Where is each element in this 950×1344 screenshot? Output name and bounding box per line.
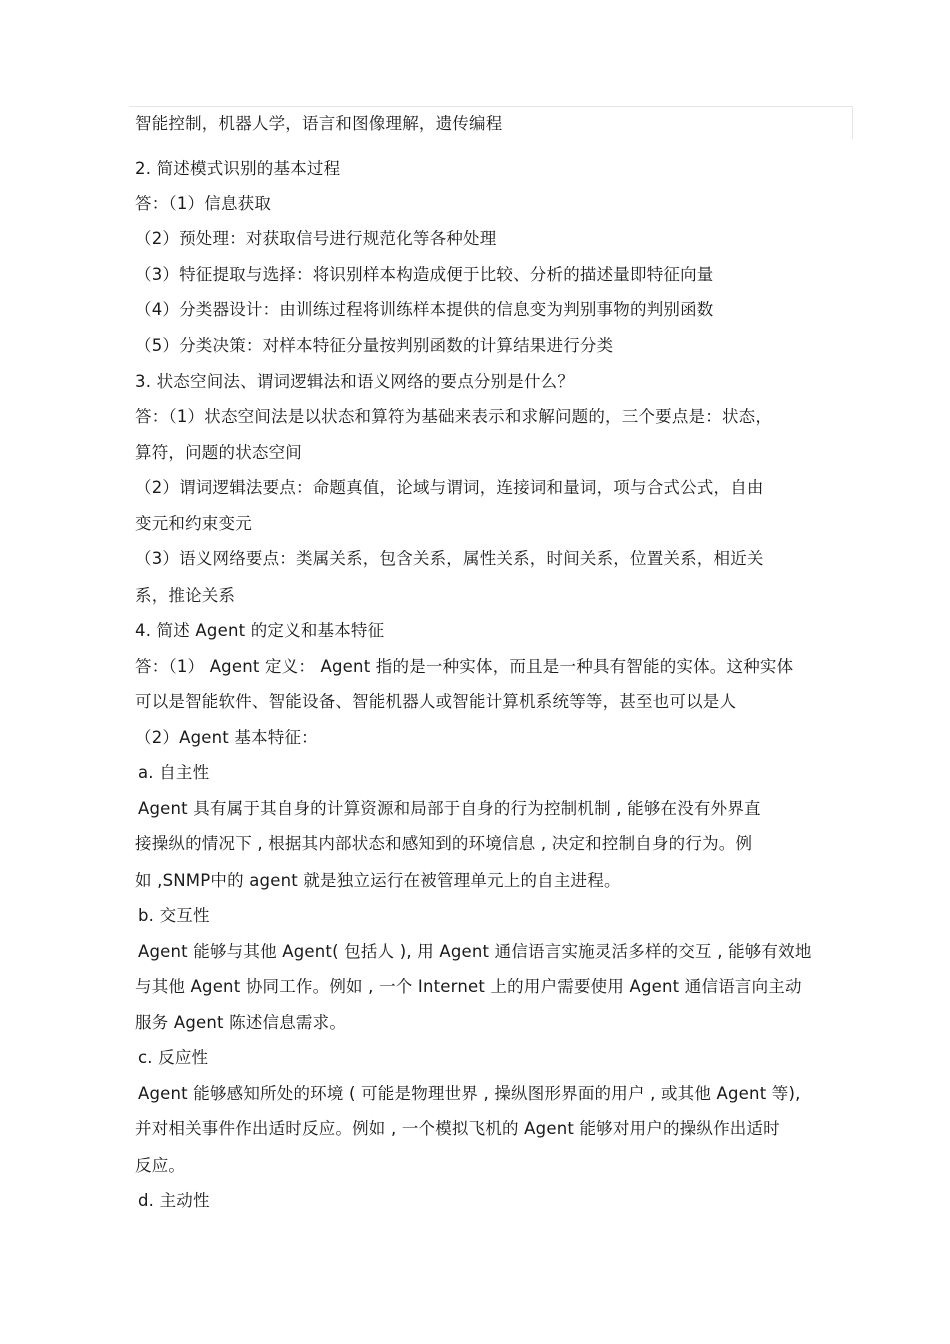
- text-line: 如 ,SNMP中的 agent 就是独立运行在被管理单元上的自主进程。: [135, 871, 621, 890]
- question-heading: 3. 状态空间法、谓词逻辑法和语义网络的要点分别是什么？: [135, 372, 575, 391]
- text-line: 变元和约束变元: [135, 514, 252, 533]
- text-line: 并对相关事件作出适时反应。例如 , 一个模拟飞机的 Agent 能够对用户的操纵作出适时: [135, 1119, 780, 1138]
- text-line: Agent 具有属于其自身的计算资源和局部于自身的行为控制机制 , 能够在没有外界直: [138, 799, 761, 818]
- text-line: （2）Agent 基本特征：: [135, 728, 318, 747]
- text-line: 接操纵的情况下 , 根据其内部状态和感知到的环境信息 , 决定和控制自身的行为。例: [135, 834, 753, 853]
- list-item-label: a. 自主性: [138, 763, 210, 782]
- text-line: （5）分类决策：对样本特征分量按判别函数的计算结果进行分类: [135, 336, 614, 355]
- list-item-label: d. 主动性: [138, 1191, 210, 1210]
- text-line: 与其他 Agent 协同工作。例如 , 一个 Internet 上的用户需要使用 Agent 通信语言向主动: [135, 977, 802, 996]
- text-line: （2）谓词逻辑法要点：命题真值，论域与谓词，连接词和量词，项与合式公式，自由: [135, 478, 764, 497]
- text-line: 系，推论关系: [135, 586, 236, 605]
- text-line: 算符，问题的状态空间: [135, 443, 302, 462]
- text-line: （4）分类器设计：由训练过程将训练样本提供的信息变为判别事物的判别函数: [135, 300, 714, 319]
- text-line: 答：（1） Agent 定义： Agent 指的是一种实体，而且是一种具有智能的实体。这种实体: [135, 657, 794, 676]
- text-line: 可以是智能软件、智能设备、智能机器人或智能计算机系统等等，甚至也可以是人: [135, 692, 737, 711]
- list-item-label: c. 反应性: [138, 1048, 209, 1067]
- text-line: （3）特征提取与选择：将识别样本构造成便于比较、分析的描述量即特征向量: [135, 265, 714, 284]
- text-line: 答：（1）状态空间法是以状态和算符为基础来表示和求解问题的，三个要点是：状态，: [135, 407, 773, 426]
- question-heading: 2. 简述模式识别的基本过程: [135, 159, 341, 178]
- list-item-label: b. 交互性: [138, 906, 210, 925]
- text-line: 答：（1）信息获取: [135, 194, 272, 213]
- text-line: 服务 Agent 陈述信息需求。: [135, 1013, 347, 1032]
- text-line: 智能控制，机器人学，语言和图像理解，遗传编程: [135, 114, 503, 133]
- text-line: （2）预处理：对获取信号进行规范化等各种处理: [135, 229, 497, 248]
- text-line: Agent 能够感知所处的环境 ( 可能是物理世界 , 操纵图形界面的用户 , 或其他 Agent 等),: [138, 1084, 801, 1103]
- question-heading: 4. 简述 Agent 的定义和基本特征: [135, 621, 385, 640]
- text-line: 反应。: [135, 1156, 186, 1175]
- text-line: （3）语义网络要点：类属关系，包含关系，属性关系，时间关系，位置关系，相近关: [135, 549, 764, 568]
- text-line: Agent 能够与其他 Agent( 包括人 ), 用 Agent 通信语言实施灵活多样的交互 , 能够有效地: [138, 942, 812, 961]
